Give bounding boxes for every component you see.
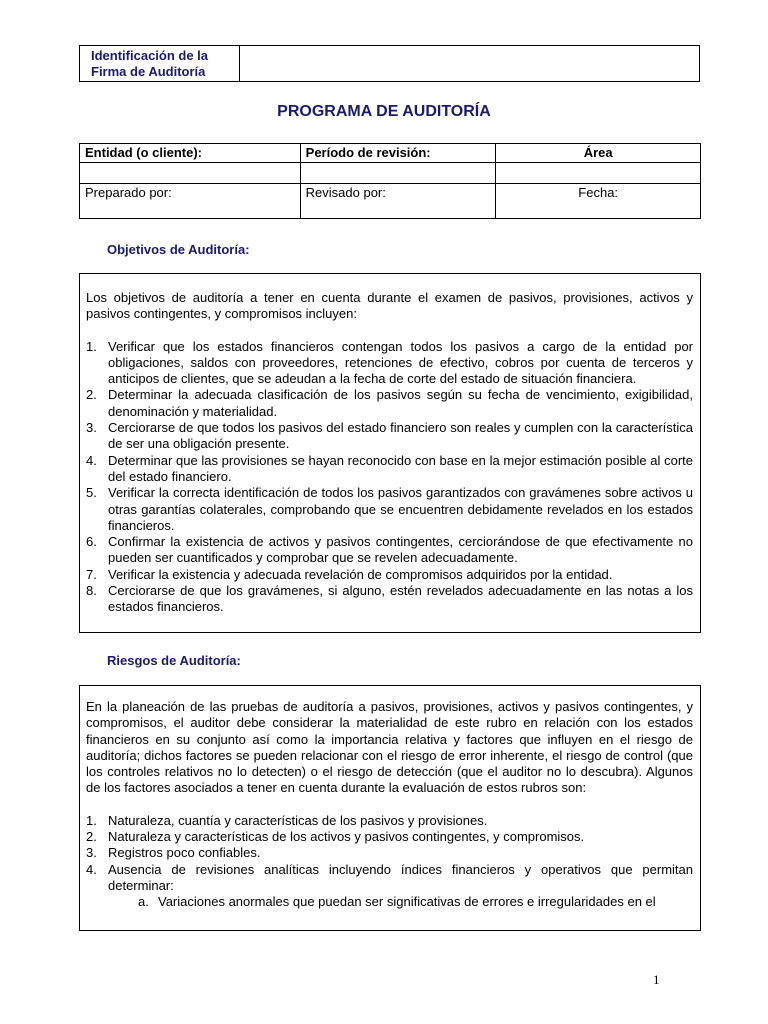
list-item: 4. Ausencia de revisiones analíticas incluyendo índices financieros y operativos que permitan determinar: [86,861,693,893]
risks-intro: En la planeación de las pruebas de auditoría a pasivos, provisiones, activos y pasivos contingentes, y compromisos, el auditor debe considerar la materialidad de este rubro en relación con los estados financieros en su conjunto así como la importancia relativa y factores que influyen en el riesgo de auditoría; dichos factores se pueden relacionar con el riesgo de error inherente, el riesgo de control (que los controles relativos no lo detecten) o el riesgo de detección (que el auditor no lo descubra). Algunos de los factores asociados a tener en cuenta durante la evaluación de estos rubros son: [86,699,693,796]
list-item: 8. Cerciorarse de que los gravámenes, si alguno, estén revelados adecuadamente en las notas a los estados financieros. [86,583,693,615]
list-item: 5. Verificar la correcta identificación de todos los pasivos garantizados con gravámenes sobre activos u otras garantías colaterales, comprobando que se encuentren debidamente revelados en los estados financieros. [86,485,693,533]
list-item: 4. Determinar que las provisiones se hayan reconocido con base en la mejor estimación posible al corte del estado financiero. [86,452,693,484]
objectives-intro: Los objetivos de auditoría a tener en cuenta durante el examen de pasivos, provisiones, activos y pasivos contingentes, y compromisos incluyen: [86,290,693,322]
risks-sublist [86,894,693,910]
list-item: 7. Verificar la existencia y adecuada revelación de compromisos adquiridos por la entidad. [86,566,613,582]
prepared-label: Preparado por: [80,184,301,219]
firm-id-box [79,45,700,82]
date-label: Fecha: [496,184,701,219]
objectives-heading: Objetivos de Auditoría: [107,242,250,257]
info-table [79,143,701,219]
entity-label: Entidad (o cliente): [80,144,301,163]
entity-value [80,163,301,184]
firm-id-label [80,46,240,81]
period-value [300,163,496,184]
page-number: 1 [653,972,660,987]
area-label: Área [496,144,701,163]
list-item: 2. Determinar la adecuada clasificación de los pasivos según su fecha de vencimiento, exigibilidad, denominación y materialidad. [86,387,693,419]
firm-id-label-line1: Identificación de la [91,48,209,63]
list-item: 2. Naturaleza y características de los activos y pasivos contingentes, y compromisos. [86,829,585,845]
risks-box [79,685,701,931]
list-item: a. Variaciones anormales que puedan ser significativas de errores e irregularidades en el [138,894,656,910]
risks-heading: Riesgos de Auditoría: [107,653,241,668]
firm-id-label-line2: Firma de Auditoría [91,64,206,79]
risks-list [86,813,693,894]
list-item: 1. Verificar que los estados financieros contengan todos los pasivos a cargo de la entidad por obligaciones, saldos con proveedores, retenciones de efectivo, cobros por cuenta de terceros y anticipos de clientes, que se adeudan a la fecha de corte del estado de situación financiera. [86,338,693,387]
period-label: Período de revisión: [300,144,496,163]
table-row [80,163,701,184]
table-row [80,184,701,219]
firm-id-value [240,46,699,81]
table-row [80,144,701,163]
reviewed-label: Revisado por: [300,184,496,219]
area-value [496,163,701,184]
list-item: 3. Cerciorarse de que todos los pasivos del estado financiero son reales y cumplen con la característica de ser una obligación presente. [86,420,693,452]
list-item: 3. Registros poco confiables. [86,845,261,861]
objectives-list [86,339,693,616]
list-item: 6. Confirmar la existencia de activos y pasivos contingentes, cerciorándose de que efectivamente no pueden ser cuantificados y comprobar que se revelen adecuadamente. [86,534,693,566]
list-item: 1. Naturaleza, cuantía y características de los pasivos y provisiones. [86,812,488,828]
objectives-box [79,273,701,633]
page-title: PROGRAMA DE AUDITORÍA [277,103,491,120]
